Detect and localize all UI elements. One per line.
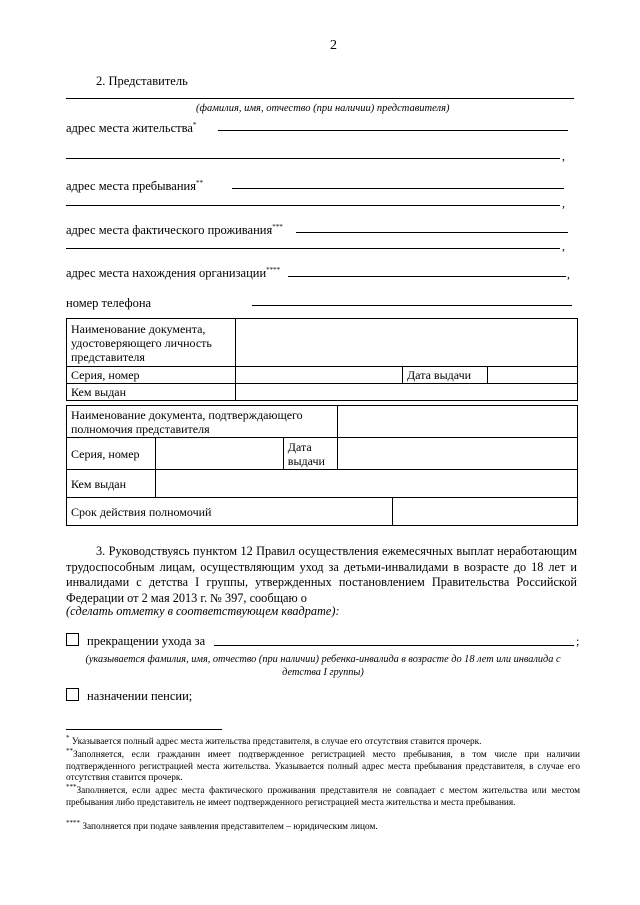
representative-name-line[interactable] [66, 98, 574, 99]
residence-label: адрес места жительства* [66, 120, 197, 135]
option-pension [66, 688, 192, 704]
footnote-2: **Заполняется, если гражданин имеет подтвержденное регистрацией место пребывания, в том числе при наличии подтвержденного регистрацией места жительства. Указывается полный адрес места пребывания представителя, в случае его отсутствия ставится прочерк. [66, 746, 580, 783]
id-issue-date-label: Дата выдачи [403, 367, 488, 384]
comma: , [567, 267, 570, 281]
auth-issue-date-value[interactable] [338, 438, 578, 470]
stay-label: адрес места пребывания** [66, 178, 203, 193]
comma: , [562, 196, 565, 210]
auth-issued-by-value[interactable] [155, 470, 577, 498]
residence-line-1[interactable] [218, 130, 568, 131]
semicolon: ; [576, 634, 580, 648]
footnote-4: **** Заполняется при подаче заявления представителем – юридическим лицом. [66, 818, 378, 832]
footnote-separator [66, 729, 222, 730]
actual-label: адрес места фактического проживания*** [66, 222, 283, 237]
id-issue-date-value[interactable] [488, 367, 578, 384]
auth-validity-label: Срок действия полномочий [67, 498, 393, 526]
comma: , [562, 239, 565, 253]
actual-line-2[interactable] [66, 248, 560, 249]
id-issued-by-label: Кем выдан [67, 384, 236, 401]
auth-series-value[interactable] [155, 438, 283, 470]
option-termination-label: прекращении ухода за [87, 634, 206, 648]
actual-line-1[interactable] [296, 232, 568, 233]
pension-checkbox[interactable] [66, 688, 79, 701]
auth-issued-by-label: Кем выдан [67, 470, 156, 498]
footnote-1: * Указывается полный адрес места жительства представителя, в случае его отсутствия ставится прочерк. [66, 733, 482, 747]
auth-issue-date-label: Дата выдачи [283, 438, 337, 470]
id-series-value[interactable] [236, 367, 403, 384]
section3-hint: (сделать отметку в соответствующем квадрате): [66, 604, 340, 618]
identity-document-table [66, 318, 578, 401]
residence-line-2[interactable] [66, 158, 560, 159]
footnote-3: ***Заполняется, если адрес места фактического проживания представителя не совпадает с местом жительства или местом пребывания либо представитель не имеет подтвержденного регистрацией места жительства и места пребывания. [66, 782, 580, 808]
page-number: 2 [330, 38, 337, 53]
auth-doc-name-value[interactable] [338, 406, 578, 438]
org-label: адрес места нахождения организации**** [66, 265, 281, 280]
phone-line[interactable] [252, 305, 572, 306]
name-caption: (фамилия, имя, отчество (при наличии) представителя) [196, 103, 450, 114]
id-issued-by-value[interactable] [236, 384, 578, 401]
stay-line-1[interactable] [232, 188, 564, 189]
id-doc-name-label: Наименование документа, удостоверяющего личность представителя [67, 319, 236, 367]
comma: , [562, 149, 565, 163]
child-name-line[interactable] [214, 645, 574, 646]
org-line[interactable] [288, 276, 566, 277]
stay-line-2[interactable] [66, 205, 560, 206]
section-heading: 2. Представитель [96, 74, 188, 88]
auth-series-label: Серия, номер [67, 438, 156, 470]
section3-text: 3. Руководствуясь пунктом 12 Правил осуществления ежемесячных выплат неработающим трудоспособным лицам, осуществляющим уход за детьми-инвалидами в возрасте до 18 лет и инвалидами с детства I группы, утвержденных постановлением Правительства Российской Федерации от 2 мая 2013 г. № 397, сообщаю о [66, 544, 577, 605]
option-pension-label: назначении пенсии; [87, 689, 193, 703]
child-name-caption: (указывается фамилия, имя, отчество (при наличии) ребенка-инвалида в возрасте до 18 лет или инвалида с детства I группы) [85, 654, 561, 678]
termination-checkbox[interactable] [66, 633, 79, 646]
id-doc-name-value[interactable] [236, 319, 578, 367]
id-series-label: Серия, номер [67, 367, 236, 384]
auth-validity-value[interactable] [393, 498, 578, 526]
phone-label: номер телефона [66, 296, 152, 310]
auth-doc-name-label: Наименование документа, подтверждающего полномочия представителя [67, 406, 338, 438]
option-termination [66, 633, 205, 649]
authority-document-table [66, 405, 578, 526]
